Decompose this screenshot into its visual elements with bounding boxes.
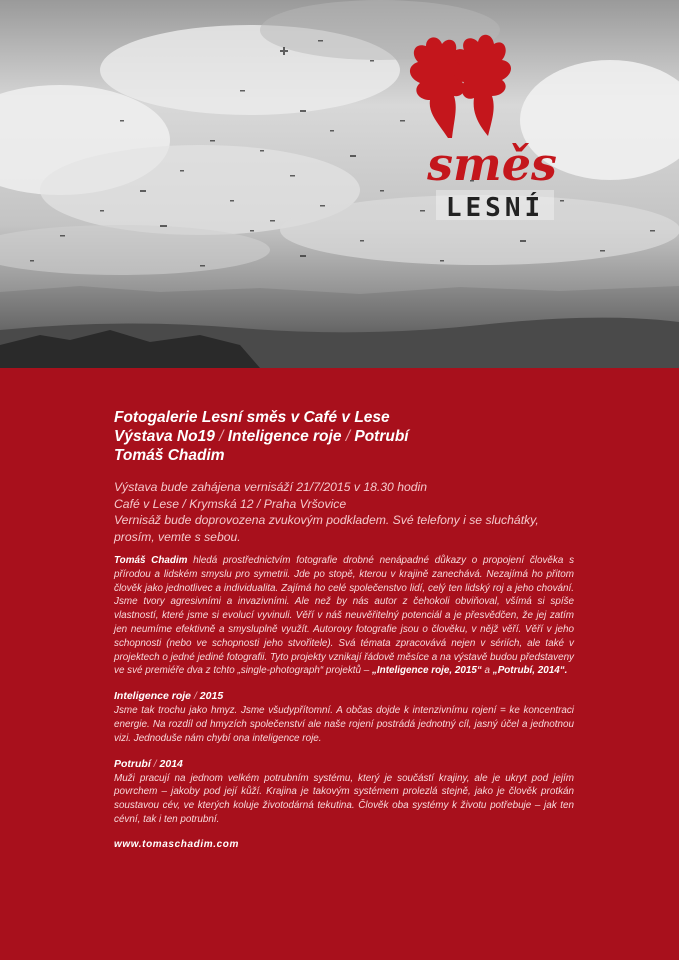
gallery-title: Fotogalerie Lesní směs v Café v Lese <box>114 409 390 426</box>
project-name-1: Inteligence roje <box>227 428 342 445</box>
bio-project-1: „Inteligence roje, 2015“ <box>371 665 482 677</box>
section-name: Potrubí <box>114 757 151 770</box>
opening-info <box>114 479 574 545</box>
logo-word-smes: směs <box>427 137 557 191</box>
separator: / <box>150 757 160 770</box>
venue-address: Café v Lese / Krymská 12 / Praha Vršovice <box>114 496 347 511</box>
lesni-smes-logo <box>400 28 580 228</box>
sound-note: Vernisáž bude doprovozena zvukovým podkladem. Své telefony i se sluchátky, prosím, vemte s sebou. <box>114 513 539 544</box>
separator: / <box>341 428 355 445</box>
section-year: 2014 <box>159 757 183 770</box>
opening-date: Výstava bude zahájena vernisáží 21/7/2015 v 18.30 hodin <box>114 480 428 494</box>
section-title-potrubi <box>114 758 574 770</box>
poster-text <box>114 408 574 850</box>
separator: / <box>191 690 200 703</box>
oak-leaf-right-icon <box>454 35 511 136</box>
headline <box>114 408 574 465</box>
section-name: Inteligence roje <box>114 690 192 703</box>
bio-text: hledá prostřednictvím fotografie drobné nenápadné důkazy o propojení člověka s přírodou a lidském smyslu pro symetrii. Jde po stopě, kterou v krajině zanechává. Nezajímá ho přitom člověk jako jednotlivec a individualita. Zajímá ho celé společenstvo lidí, celý ten lidský roj a jeho chování. Jsme tvory agresivními a invazivními. Ale než by nás autor z čehokoli obviňoval, všímá si spíše vlastností, které jsme si evolucí vyvinuli. Věří v náš neuvěřitelný potenciál a je přesvědčen, že jej zatím jen neumíme efektivně a smysluplně využít. Autorovy fotografie jsou o člověku, v nějž věří. Věří v jeho schopnosti (nebo ve schopnosti jeho stvořitele). Svá témata zpracovává nejen v sériích, ale také v projektech o jedné jediné fotografii. Tyto projekty vznikají řádově měsíce a na výstavě budou představeny ve své premiéře dva z tchto „single-photograph“ projektů – <box>114 555 575 677</box>
bio-author: Tomáš Chadim <box>114 555 188 566</box>
section-text-inteligence-roje: Jsme tak trochu jako hmyz. Jsme všudypřítomní. A občas dojde k intenzivnímu rojení = ke koncentraci energie. Na rozdíl od hmyzích společenství ale naše rojení postrádá jednotný cíl, jasný účel a jednotnou vizi. Jednoduše nám chybí ona inteligence roje. <box>114 705 574 744</box>
bio-project-2: „Potrubí, 2014“. <box>492 665 568 677</box>
section-title-inteligence-roje <box>114 690 574 702</box>
artist-bio <box>114 554 574 678</box>
section-year: 2015 <box>199 690 224 703</box>
section-text-potrubi: Muži pracují na jednom velkém potrubním systému, který je součástí krajiny, ale je ukryt pod jejím povrchem – jakoby pod její kůží. Krajina je takovým systémem prolezlá stejně, jako je člověk protkán soustavou cév, ve kterých koluje životodárná tekutina. Člověk oba systémy k životu potřebuje – jak ten cévní, tak i ten potrubní. <box>114 772 574 825</box>
exhibition-number: Výstava No19 <box>114 428 215 445</box>
website-link[interactable]: www.tomaschadim.com <box>114 838 239 850</box>
separator: / <box>214 428 228 445</box>
artist-name: Tomáš Chadim <box>114 447 225 464</box>
bio-and: a <box>481 665 493 677</box>
project-name-2: Potrubí <box>354 428 409 445</box>
logo-word-lesni: LESNÍ <box>445 193 545 223</box>
